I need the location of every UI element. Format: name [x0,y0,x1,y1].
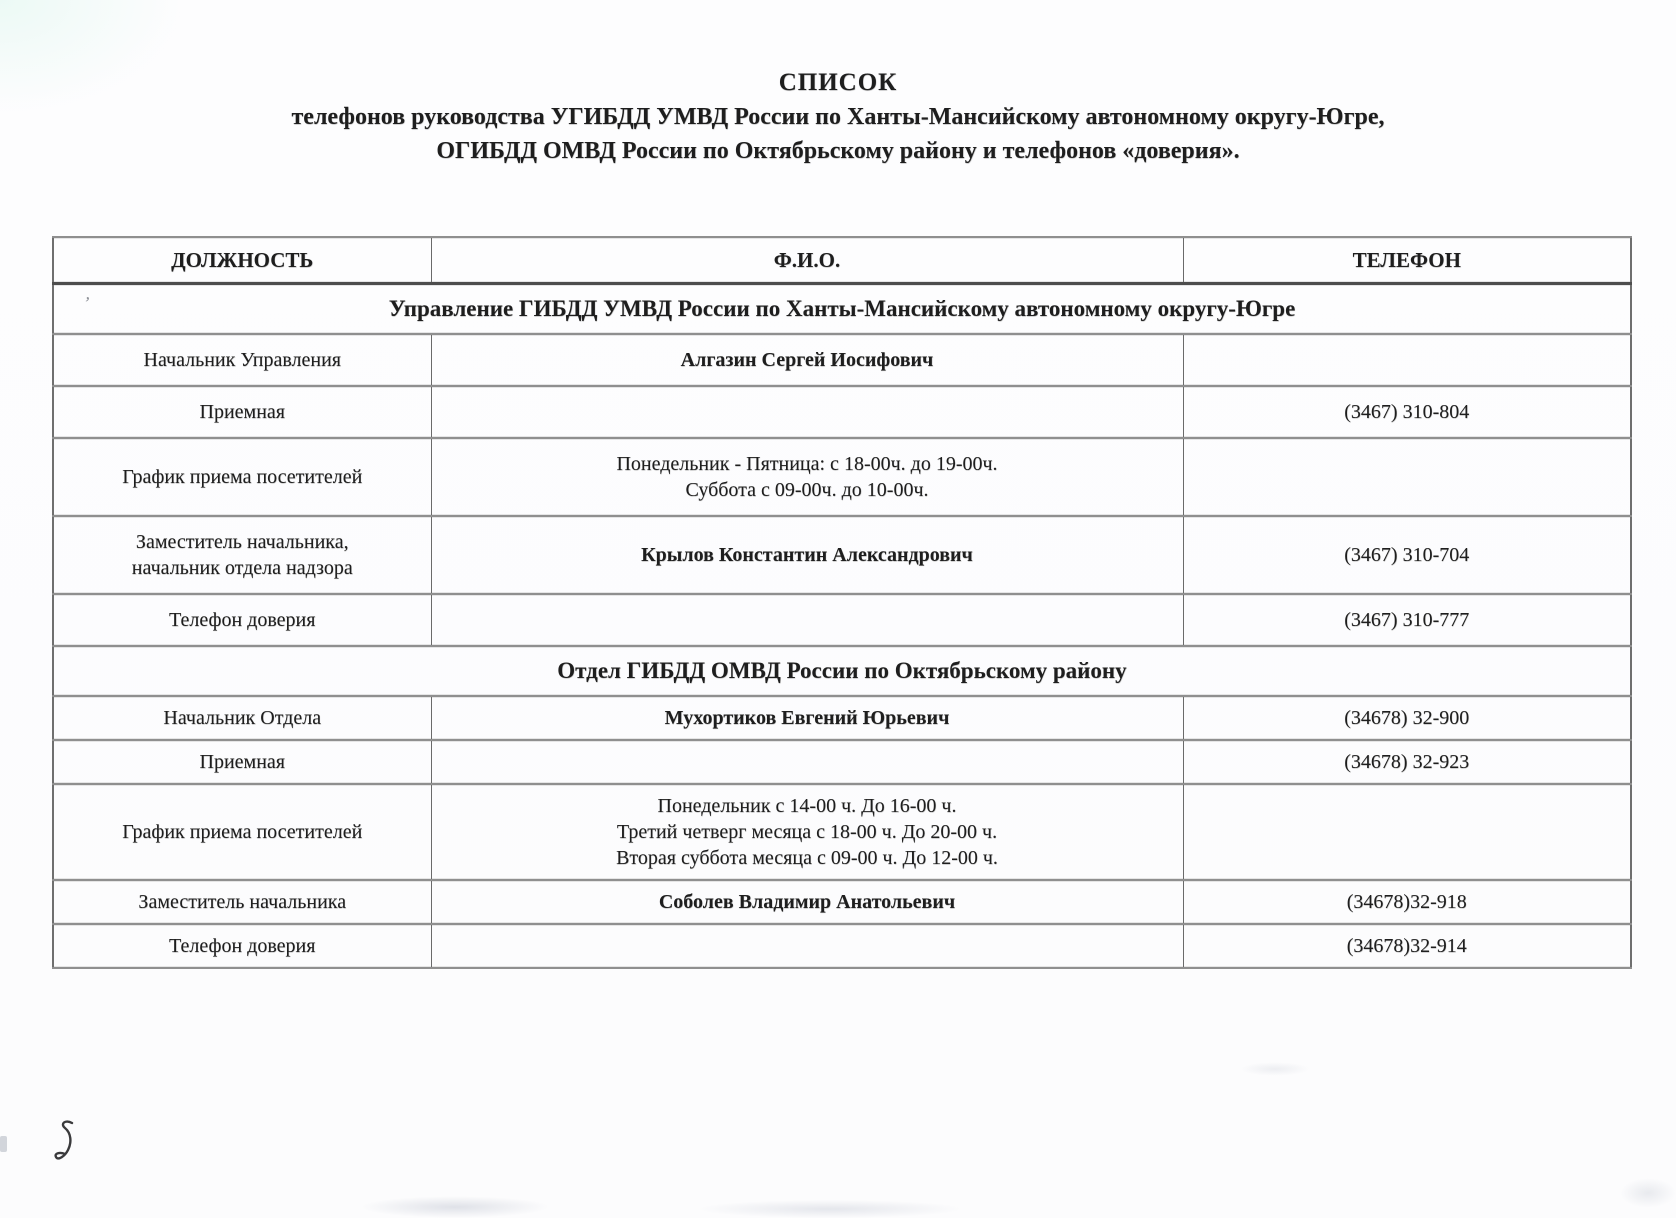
cell-text-line: Начальник Управления [143,349,341,371]
cell-text-line: Третий четверг месяца с 18-00 ч. До 20-00 ч. [616,821,998,843]
position-cell [53,740,431,784]
cell-text-line: Приемная [199,401,285,423]
column-header-fio: Ф.И.О. [431,237,1183,284]
cell-text-line: График приема посетителей [122,821,363,843]
scan-speck-edge [0,1136,7,1152]
position-cell [53,924,431,968]
document-subtitle-line1: телефонов руководства УГИБДД УМВД России по Ханты-Мансийскому автономному округу-Югре, [291,104,1385,130]
position-cell [53,696,431,740]
scan-speck-comma: ʼ [82,292,92,314]
cell-text-line: Соболев Владимир Анатольевич [658,891,956,913]
phone-cell [1183,334,1631,386]
position-cell [53,784,431,880]
scan-smudge-bottom-center [700,1200,960,1218]
table-header [53,237,1631,284]
table-header-row [53,237,1631,284]
fio-cell [431,438,1183,516]
document-title: СПИСОК [778,69,898,96]
scan-smudge-bottom-right [1620,1178,1676,1208]
cell-text-line: Вторая суббота месяца с 09-00 ч. До 12-00 ч. [616,847,998,869]
phone-cell [1183,516,1631,594]
table-section-0 [53,284,1631,647]
scan-smudge-bottom-left [360,1196,550,1218]
fio-cell [431,334,1183,386]
table-row [53,386,1631,438]
cell-text-line: Суббота с 09-00ч. до 10-00ч. [685,479,929,501]
phone-cell [1183,438,1631,516]
cell-text-line: Заместитель начальника, [135,531,349,553]
table-row [53,594,1631,646]
cell-text-line: (34678) 32-923 [1344,751,1470,773]
fio-cell [431,784,1183,880]
table-row [53,696,1631,740]
column-header-position: ДОЛЖНОСТЬ [53,237,431,284]
scan-smudge-right [1240,1062,1310,1076]
phone-cell [1183,740,1631,784]
position-cell [53,334,431,386]
position-cell [53,438,431,516]
cell-text-line: Приемная [199,751,285,773]
column-header-phone: ТЕЛЕФОН [1183,237,1631,284]
cell-text-line: (3467) 310-704 [1344,544,1470,566]
table-section-1 [53,646,1631,968]
phone-directory-table [52,236,1632,969]
table-row [53,924,1631,968]
fio-cell [431,594,1183,646]
cell-text-line: Крылов Константин Александрович [641,544,973,566]
section-title: Управление ГИБДД УМВД России по Ханты-Мансийскому автономному округу-Югре [53,284,1631,335]
table-row [53,438,1631,516]
cell-text-line: Телефон доверия [169,935,316,957]
cell-text-line: (34678)32-918 [1346,891,1467,913]
table-row [53,516,1631,594]
cell-text-line: (3467) 310-777 [1344,609,1470,631]
section-header-row [53,646,1631,696]
position-cell [53,880,431,924]
fio-cell [431,880,1183,924]
fio-cell [431,696,1183,740]
cell-text-line: Заместитель начальника [138,891,347,913]
fio-cell [431,924,1183,968]
phone-cell [1183,386,1631,438]
cell-text-line: (3467) 310-804 [1344,401,1470,423]
cell-text-line: (34678) 32-900 [1344,707,1470,729]
document-subtitle-line2: ОГИБДД ОМВД России по Октябрьскому району и телефонов «доверия». [436,138,1240,164]
document-title-block [0,66,1676,168]
cell-text-line: Алгазин Сергей Иосифович [680,349,934,371]
fio-cell [431,516,1183,594]
cell-text-line: Понедельник - Пятница: с 18-00ч. до 19-00ч. [616,453,998,475]
handwriting-mark [54,1120,84,1166]
table-row [53,334,1631,386]
cell-text-line: (34678)32-914 [1346,935,1467,957]
section-header-row [53,284,1631,335]
cell-text-line: Телефон доверия [169,609,316,631]
table-row [53,740,1631,784]
phone-cell [1183,696,1631,740]
cell-text-line: начальник отдела надзора [131,557,353,579]
cell-text-line: Понедельник с 14-00 ч. До 16-00 ч. [657,795,957,817]
fio-cell [431,386,1183,438]
cell-text-line: Начальник Отдела [163,707,322,729]
cell-text-line: Мухортиков Евгений Юрьевич [664,707,950,729]
position-cell [53,386,431,438]
position-cell [53,594,431,646]
phone-cell [1183,784,1631,880]
phone-cell [1183,880,1631,924]
section-title: Отдел ГИБДД ОМВД России по Октябрьскому району [53,646,1631,696]
position-cell [53,516,431,594]
cell-text-line: График приема посетителей [122,466,363,488]
phone-cell [1183,924,1631,968]
fio-cell [431,740,1183,784]
table-row [53,880,1631,924]
phone-cell [1183,594,1631,646]
table-row [53,784,1631,880]
